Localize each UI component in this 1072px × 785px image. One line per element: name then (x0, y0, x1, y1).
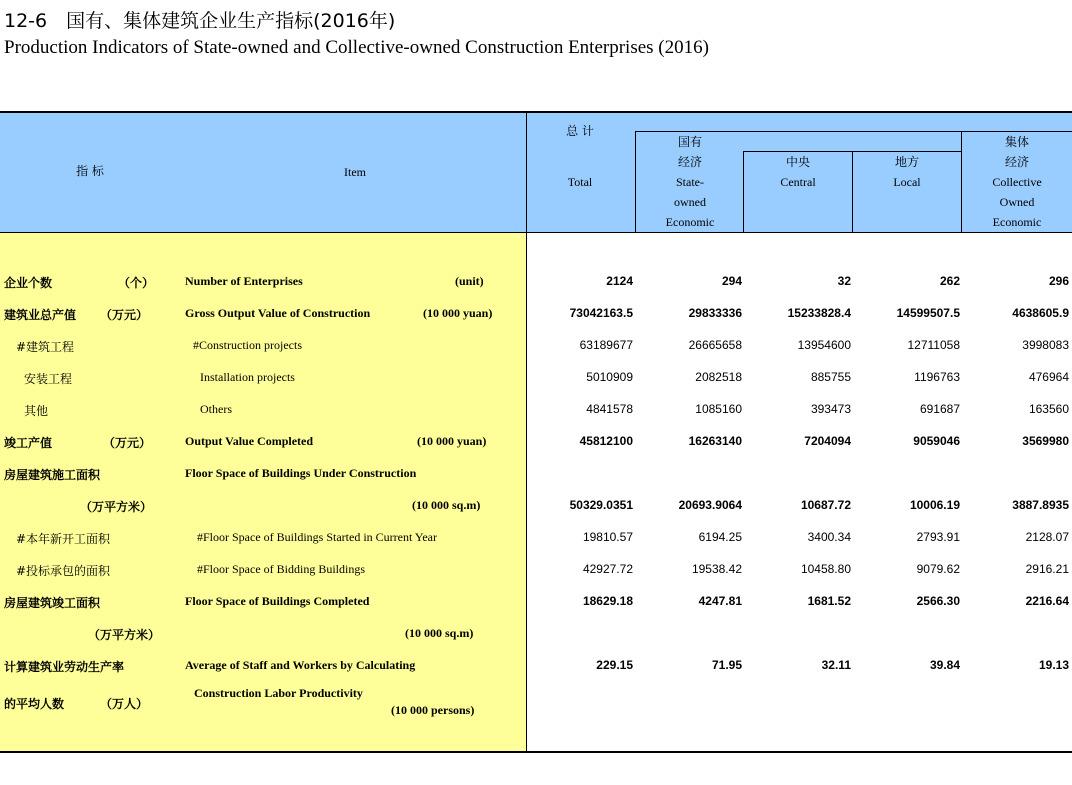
cell-total: 50329.0351 (569, 498, 633, 512)
cell-total: 229.15 (596, 658, 633, 672)
cell-local: 2566.30 (916, 594, 960, 608)
row-label-en: Installation projects (200, 370, 295, 384)
cell-state: 6194.25 (698, 530, 742, 544)
cell-local: 691687 (919, 402, 960, 416)
header-collective-en3: Economic (992, 215, 1042, 229)
cell-local: 12711058 (907, 338, 960, 352)
cell-state: 16263140 (688, 434, 742, 448)
bottom-rule (0, 751, 1072, 753)
row-unit-cn: （万元） (100, 308, 149, 322)
row-label-en: #Floor Space of Bidding Buildings (197, 562, 365, 576)
row-label-cn: 企业个数 (4, 276, 53, 290)
row-label-cn: 安装工程 (24, 372, 73, 386)
cell-local: 9059046 (913, 434, 960, 448)
row-label-cn: #本年新开工面积 (16, 532, 111, 546)
header-total-cn: 总 计 (566, 124, 594, 138)
cell-collective: 296 (1048, 274, 1069, 288)
table-row (0, 425, 1072, 457)
cell-collective: 3887.8935 (1012, 498, 1069, 512)
row-label-en: Floor Space of Buildings Completed (185, 594, 370, 608)
cell-central: 10458.80 (800, 562, 851, 576)
row-unit-en: (10 000 persons) (391, 703, 475, 717)
header-local-cn: 地方 (894, 155, 919, 169)
row-unit-cn: （万平方米） (80, 500, 153, 514)
row-label-cn: 建筑业总产值 (4, 308, 77, 322)
table-row (0, 329, 1072, 361)
header-state-cn2: 经济 (677, 155, 702, 169)
row-label-en: Others (200, 402, 232, 416)
cell-central: 32.11 (821, 658, 851, 672)
cell-collective: 3569980 (1022, 434, 1069, 448)
cell-local: 39.84 (929, 658, 960, 672)
cell-central: 10687.72 (800, 498, 851, 512)
row-label-en: Floor Space of Buildings Under Construction (185, 466, 417, 480)
cell-state: 294 (721, 274, 742, 288)
cell-collective: 476964 (1028, 370, 1069, 384)
header-total-en: Total (567, 175, 593, 189)
table-row (0, 681, 1072, 731)
header-divider-2 (743, 151, 744, 233)
cell-state: 2082518 (695, 370, 742, 384)
row-unit-en: (10 000 sq.m) (405, 626, 474, 640)
header-local-en: Local (893, 175, 921, 189)
row-label-en: #Floor Space of Buildings Started in Current Year (197, 530, 437, 544)
row-unit-cn: （万元） (103, 436, 152, 450)
cell-collective: 2128.07 (1025, 530, 1069, 544)
row-label-cn: 房屋建筑竣工面积 (4, 596, 101, 610)
header-item: Item (344, 165, 366, 179)
row-label-en: Gross Output Value of Construction (185, 306, 371, 320)
cell-central: 7204094 (804, 434, 851, 448)
cell-state: 1085160 (695, 402, 742, 416)
cell-local: 2793.91 (916, 530, 960, 544)
cell-total: 19810.57 (582, 530, 633, 544)
header-central-en: Central (780, 175, 816, 189)
header-state-en3: Economic (665, 215, 715, 229)
cell-central: 393473 (810, 402, 851, 416)
cell-collective: 163560 (1028, 402, 1069, 416)
table-row (0, 265, 1072, 297)
cell-total: 4841578 (586, 402, 633, 416)
indicators-table (0, 111, 1072, 753)
top-rule (0, 111, 1072, 113)
row-label-en: #Construction projects (193, 338, 302, 352)
cell-collective: 3998083 (1022, 338, 1069, 352)
cell-local: 262 (939, 274, 960, 288)
cell-central: 15233828.4 (787, 306, 851, 320)
row-label-en: Average of Staff and Workers by Calculating (185, 658, 416, 672)
header-central-cn: 中央 (785, 155, 810, 169)
row-label-cn: #建筑工程 (16, 340, 75, 354)
table-row (0, 297, 1072, 329)
table-row (0, 617, 1072, 649)
page-title-chinese: 12-6 国有、集体建筑企业生产指标(2016年) (4, 10, 396, 32)
header-collective-cn2: 经济 (1004, 155, 1029, 169)
page-title-english: Production Indicators of State-owned and Collective-owned Construction Enterprises (2016) (4, 37, 709, 58)
cell-central: 32 (837, 274, 851, 288)
cell-total: 73042163.5 (569, 306, 633, 320)
cell-state: 26665658 (688, 338, 742, 352)
cell-collective: 2216.64 (1025, 594, 1069, 608)
cell-central: 885755 (810, 370, 851, 384)
cell-total: 2124 (606, 274, 633, 288)
table-row (0, 649, 1072, 681)
cell-collective: 2916.21 (1025, 562, 1069, 576)
row-unit-en: (unit) (455, 274, 484, 288)
cell-local: 1196763 (914, 370, 960, 384)
row-label-cn: 的平均人数 (4, 697, 65, 711)
cell-collective: 19.13 (1038, 658, 1069, 672)
table-row (0, 457, 1072, 489)
cell-state: 20693.9064 (678, 498, 742, 512)
row-label-cn: #投标承包的面积 (16, 564, 111, 578)
header-state-cn1: 国有 (677, 135, 702, 149)
table-row (0, 361, 1072, 393)
header-zhibiao: 指 标 (76, 164, 104, 178)
cell-local: 9079.62 (916, 562, 960, 576)
cell-total: 5010909 (586, 370, 633, 384)
cell-central: 1681.52 (807, 594, 851, 608)
row-unit-en: (10 000 yuan) (417, 434, 487, 448)
cell-total: 45812100 (579, 434, 633, 448)
row-label-en: Construction Labor Productivity (194, 686, 363, 700)
cell-state: 71.95 (711, 658, 742, 672)
row-unit-cn: （万平方米） (88, 628, 161, 642)
cell-state: 4247.81 (698, 594, 742, 608)
table-row (0, 393, 1072, 425)
row-label-en: Number of Enterprises (185, 274, 303, 288)
header-divider-4 (961, 131, 962, 233)
header-state-en2: owned (674, 195, 706, 209)
row-label-cn: 房屋建筑施工面积 (4, 468, 101, 482)
table-row (0, 585, 1072, 617)
header-bottom-rule (0, 232, 1072, 233)
row-unit-en: (10 000 sq.m) (412, 498, 481, 512)
row-unit-en: (10 000 yuan) (423, 306, 493, 320)
cell-local: 14599507.5 (896, 306, 960, 320)
cell-local: 10006.19 (909, 498, 960, 512)
cell-total: 63189677 (579, 338, 633, 352)
row-unit-cn: （万人） (100, 697, 149, 711)
row-label-en: Output Value Completed (185, 434, 314, 448)
header-collective-en1: Collective (992, 175, 1042, 189)
header-divider-3 (852, 151, 853, 233)
row-label-cn: 竣工产值 (4, 436, 53, 450)
cell-total: 42927.72 (582, 562, 633, 576)
row-unit-cn: （个） (118, 276, 155, 290)
header-collective-en2: Owned (999, 195, 1035, 209)
header-collective-cn1: 集体 (1004, 135, 1029, 149)
cell-collective: 4638605.9 (1012, 306, 1069, 320)
header-state-en1: State- (676, 175, 704, 189)
table-row (0, 521, 1072, 553)
cell-state: 29833336 (688, 306, 742, 320)
table-row (0, 553, 1072, 585)
cell-central: 13954600 (797, 338, 851, 352)
row-label-cn: 计算建筑业劳动生产率 (4, 660, 125, 674)
cell-state: 19538.42 (691, 562, 742, 576)
cell-central: 3400.34 (807, 530, 851, 544)
table-row (0, 489, 1072, 521)
header-divider-1 (635, 131, 636, 233)
row-label-cn: 其他 (24, 404, 49, 418)
cell-total: 18629.18 (582, 594, 633, 608)
